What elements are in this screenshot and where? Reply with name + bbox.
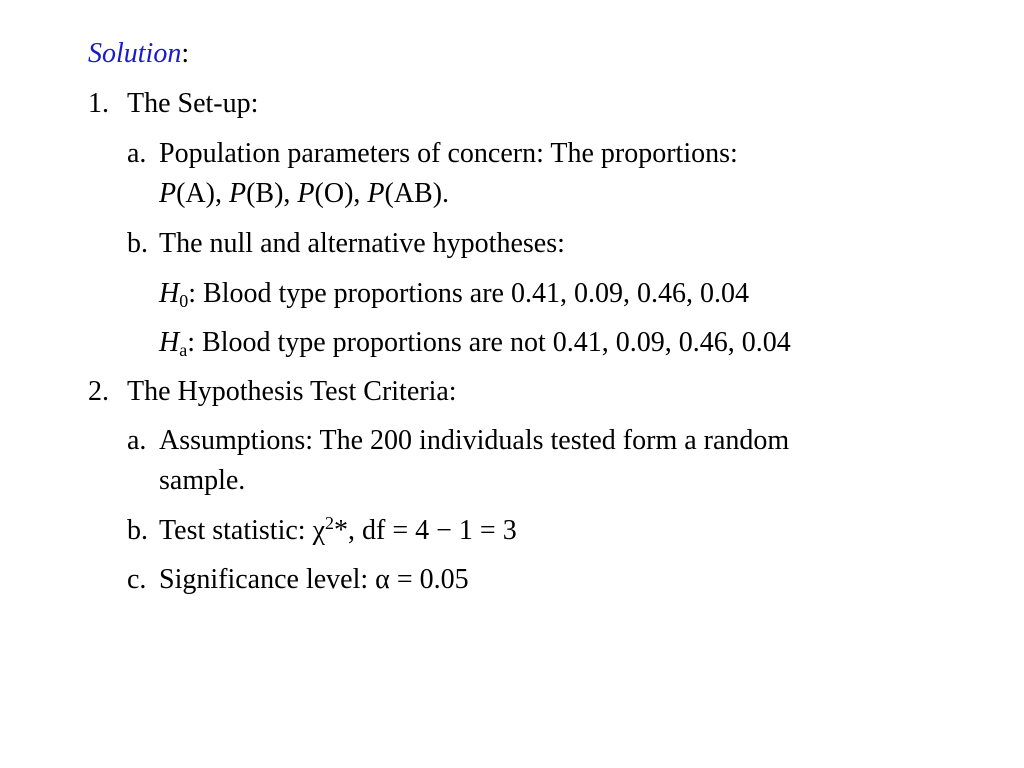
solution-heading bbox=[88, 40, 189, 68]
null-hypothesis bbox=[159, 278, 749, 311]
section-2-title: The Hypothesis Test Criteria: bbox=[127, 376, 457, 407]
criteria-a-line2: sample. bbox=[159, 465, 246, 496]
setup-a-marker: a. bbox=[127, 138, 147, 169]
solution-heading-colon: : bbox=[181, 38, 190, 69]
section-1-marker: 1. bbox=[88, 88, 109, 119]
param-o-symbol: P bbox=[297, 178, 315, 209]
criteria-a-marker: a. bbox=[127, 425, 147, 456]
section-1-title: The Set-up: bbox=[127, 88, 259, 119]
test-statistic-prefix: Test statistic: bbox=[159, 515, 313, 546]
criteria-b-marker: b. bbox=[127, 515, 148, 546]
param-a-symbol: P bbox=[159, 178, 177, 209]
ha-symbol: H bbox=[159, 327, 180, 358]
ha-subscript: a bbox=[179, 340, 188, 360]
param-b-symbol: P bbox=[228, 178, 247, 209]
param-o-arg: (O), bbox=[314, 178, 368, 209]
section-2-marker: 2. bbox=[88, 376, 109, 407]
chi-superscript: 2 bbox=[325, 513, 335, 533]
h0-symbol: H bbox=[159, 278, 180, 309]
param-ab-symbol: P bbox=[367, 178, 385, 209]
setup-b-marker: b. bbox=[127, 228, 148, 259]
significance-level-line bbox=[159, 566, 469, 594]
param-ab-arg: (AB). bbox=[384, 178, 450, 209]
test-statistic-suffix: *, df = 4 − 1 = 3 bbox=[334, 515, 517, 546]
ha-text: : Blood type proportions are not 0.41, 0.09, 0.46, 0.04 bbox=[187, 327, 791, 358]
significance-suffix: = 0.05 bbox=[389, 564, 469, 595]
param-a-arg: (A), bbox=[176, 178, 229, 209]
solution-heading-text: Solution bbox=[88, 38, 182, 69]
criteria-a-line1: Assumptions: The 200 individuals tested form a random bbox=[159, 425, 790, 456]
param-b-arg: (B), bbox=[246, 178, 298, 209]
criteria-c-marker: c. bbox=[127, 564, 147, 595]
setup-a-line1: Population parameters of concern: The proportions: bbox=[159, 138, 738, 169]
setup-a-line2 bbox=[159, 180, 449, 208]
significance-prefix: Significance level: bbox=[159, 564, 376, 595]
h0-text: : Blood type proportions are 0.41, 0.09, 0.46, 0.04 bbox=[188, 278, 749, 309]
alternative-hypothesis bbox=[159, 327, 791, 360]
test-statistic-line bbox=[159, 513, 517, 546]
setup-b-line: The null and alternative hypotheses: bbox=[159, 228, 565, 259]
chi-symbol: χ bbox=[312, 515, 326, 546]
h0-subscript: 0 bbox=[179, 291, 189, 311]
alpha-symbol: α bbox=[375, 564, 390, 595]
